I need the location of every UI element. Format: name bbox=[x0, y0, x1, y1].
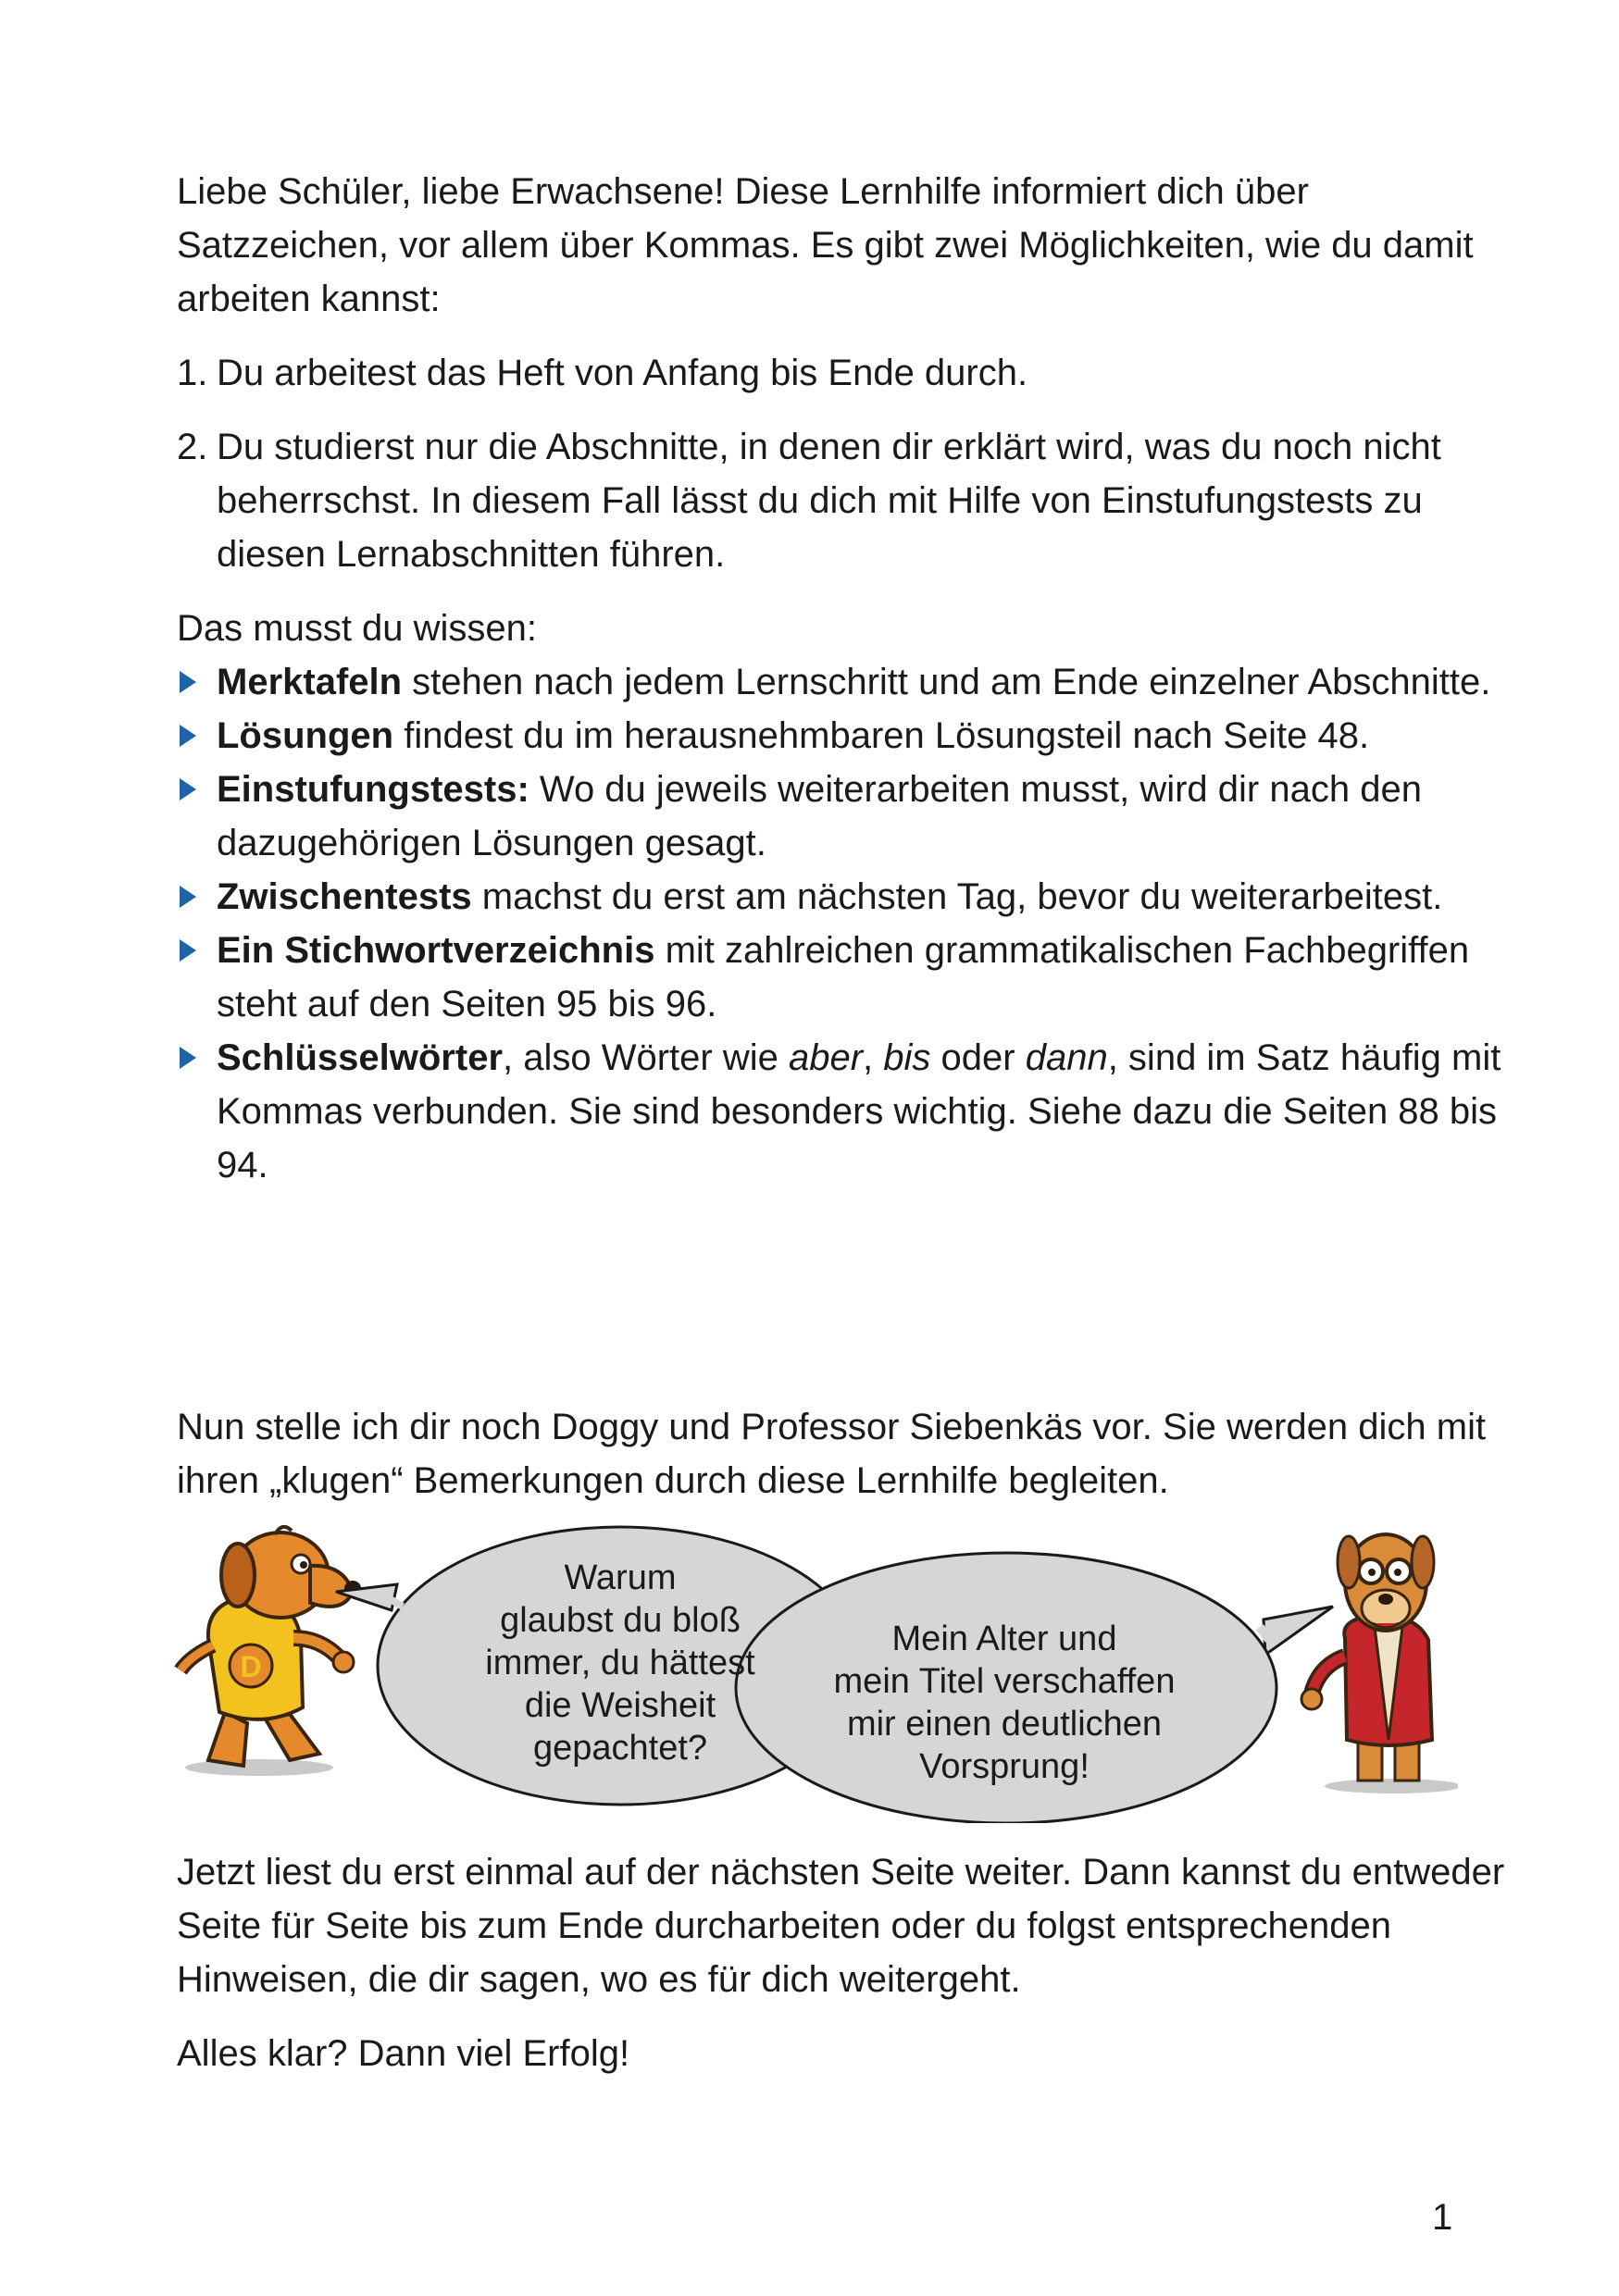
intro-section bbox=[177, 165, 1510, 1192]
bullet-term: Schlüsselwörter bbox=[217, 1037, 504, 1078]
speech-line: mein Titel verschaffen bbox=[833, 1662, 1176, 1701]
bullet-item-zwischentests bbox=[177, 870, 1510, 924]
characters-paragraph: Nun stelle ich dir noch Doggy und Professor Siebenkäs vor. Sie werden dich mit ihren „klugen“ Bemerkungen durch diese Lernhilfe begleiten. bbox=[177, 1407, 1487, 1501]
bullet-text: Wo du jeweils weiterarbeiten musst, wird dir nach den dazugehörigen Lösungen gesagt. bbox=[217, 769, 1422, 863]
outro-section bbox=[177, 1845, 1510, 2101]
bullet-term: Lösungen bbox=[217, 715, 394, 756]
professor-speech-text bbox=[801, 1618, 1208, 1788]
option-number: 1. bbox=[177, 353, 208, 393]
bullet-text: oder bbox=[930, 1037, 1026, 1078]
bullet-item-einstufungstests bbox=[177, 763, 1510, 870]
bullet-term: Zwischentests bbox=[217, 876, 472, 917]
option-text: Du studierst nur die Abschnitte, in denen dir erklärt wird, was du noch nicht beherrschst. In diesem Fall lässt du dich mit Hilfe von Einstufungstests zu diesen Lernabschnitten führen. bbox=[217, 427, 1441, 575]
speech-line: Warum bbox=[564, 1558, 677, 1597]
example-word: bis bbox=[883, 1037, 931, 1078]
intro-paragraph: Liebe Schüler, liebe Erwachsene! Diese Lernhilfe informiert dich über Satzzeichen, vor allem über Kommas. Es gibt zwei Möglichkeiten, wie du damit arbeiten kannst: bbox=[177, 171, 1474, 319]
doggy-character-icon bbox=[181, 1527, 361, 1776]
speech-line: immer, du hättest bbox=[485, 1644, 755, 1682]
speech-line: gepachtet? bbox=[532, 1729, 708, 1768]
doggy-speech-text bbox=[463, 1557, 778, 1769]
option-1 bbox=[177, 346, 1510, 400]
bullet-term: Merktafeln bbox=[217, 662, 403, 702]
option-number: 2. bbox=[177, 427, 208, 467]
bullet-item-stichwortverzeichnis bbox=[177, 924, 1510, 1031]
bullet-triangle-icon bbox=[180, 886, 196, 908]
bullet-triangle-icon bbox=[180, 939, 196, 962]
bullet-text: findest du im herausnehmbaren Lösungsteil nach Seite 48. bbox=[393, 715, 1370, 756]
example-word: dann bbox=[1025, 1037, 1108, 1078]
dialogue-illustration bbox=[171, 1518, 1458, 1823]
option-2 bbox=[177, 420, 1510, 581]
bullet-triangle-icon bbox=[180, 671, 196, 693]
info-bullet-list bbox=[177, 655, 1510, 1192]
outro-paragraph: Jetzt liest du erst einmal auf der nächsten Seite weiter. Dann kannst du entweder Seite für Seite bis zum Ende durcharbeiten oder du folgst entsprechenden Hinweisen, die dir sagen, wo es für dich weitergeht. bbox=[177, 1852, 1505, 2000]
doggy-shirt-letter: D bbox=[240, 1650, 262, 1683]
bullet-text: , bbox=[863, 1037, 884, 1078]
page-number: 1 bbox=[1432, 2197, 1453, 2238]
closing-line: Alles klar? Dann viel Erfolg! bbox=[177, 2033, 630, 2074]
option-text: Du arbeitest das Heft von Anfang bis Ende durch. bbox=[217, 353, 1028, 393]
speech-line: die Weisheit bbox=[524, 1686, 716, 1725]
bullet-triangle-icon bbox=[180, 1047, 196, 1069]
must-know-heading: Das musst du wissen: bbox=[177, 608, 538, 649]
options-list bbox=[177, 346, 1510, 581]
bullet-text: , sind im Satz häufig mit Kommas verbunden. Sie sind besonders wichtig. Siehe dazu die Seiten 88 bis 94. bbox=[217, 1037, 1501, 1185]
bullet-term: Einstufungstests: bbox=[217, 769, 529, 810]
bullet-triangle-icon bbox=[180, 778, 196, 800]
bullet-text: , also Wörter wie bbox=[503, 1037, 789, 1078]
professor-character-icon bbox=[1301, 1534, 1458, 1793]
bullet-text: mit zahlreichen grammatikalischen Fachbegriffen steht auf den Seiten 95 bis 96. bbox=[217, 930, 1470, 1024]
bullet-text: stehen nach jedem Lernschritt und am Ende einzelner Abschnitte. bbox=[402, 662, 1491, 702]
characters-intro bbox=[177, 1400, 1510, 1528]
bullet-term: Ein Stichwortverzeichnis bbox=[217, 930, 655, 971]
bullet-item-schluesselwoerter bbox=[177, 1031, 1510, 1192]
bullet-triangle-icon bbox=[180, 725, 196, 747]
bullet-item-merktafeln bbox=[177, 655, 1510, 709]
speech-line: mir einen deutlichen bbox=[846, 1705, 1163, 1744]
speech-line: glaubst du bloß bbox=[500, 1601, 741, 1640]
example-word: aber bbox=[788, 1037, 864, 1078]
speech-line: Vorsprung! bbox=[919, 1747, 1090, 1786]
speech-line: Mein Alter und bbox=[891, 1620, 1117, 1658]
bullet-item-loesungen bbox=[177, 709, 1510, 763]
bullet-text: machst du erst am nächsten Tag, bevor du weiterarbeitest. bbox=[471, 876, 1443, 917]
